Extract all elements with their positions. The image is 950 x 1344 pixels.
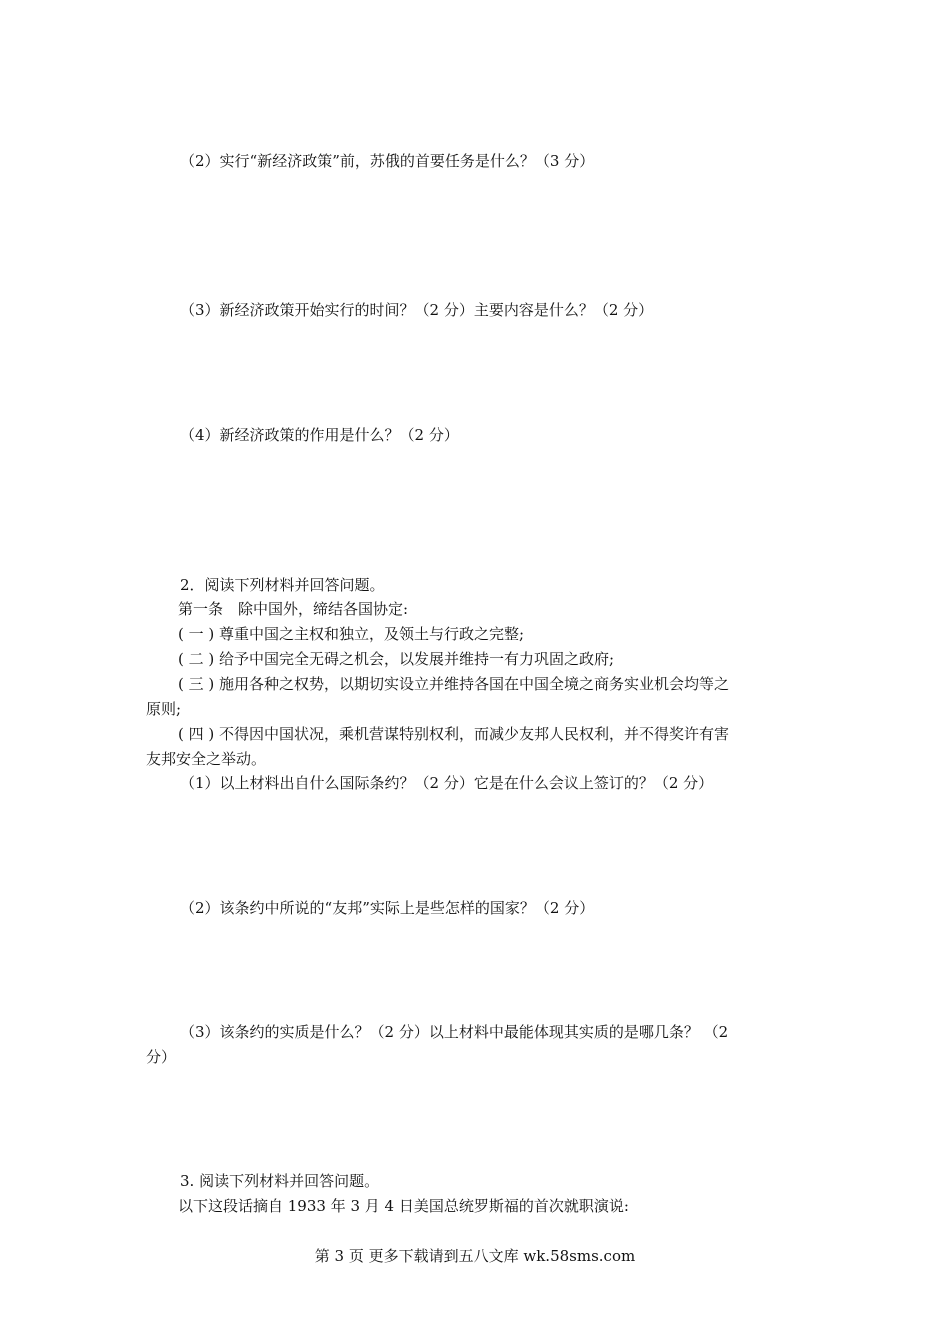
question-1-4: （4）新经济政策的作用是什么？（2 分） bbox=[180, 426, 459, 444]
material-line: ( 三 ) 施用各种之权势，以期切实设立并维持各国在中国全境之商务实业机会均等之 bbox=[178, 675, 730, 693]
question-2-title: 2．阅读下列材料并回答问题。 bbox=[180, 576, 385, 594]
question-2-2: （2）该条约中所说的“友邦”实际上是些怎样的国家？（2 分） bbox=[180, 899, 595, 917]
material-line: 原则; bbox=[146, 700, 182, 718]
material-line: 友邦安全之举动。 bbox=[146, 750, 267, 768]
question-3-title: 3. 阅读下列材料并回答问题。 bbox=[180, 1172, 380, 1190]
page-footer: 第 3 页 更多下载请到五八文库 wk.58sms.com bbox=[314, 1247, 636, 1265]
question-2-3-wrap: 分） bbox=[146, 1048, 177, 1066]
material-line: 以下这段话摘自 1933 年 3 月 4 日美国总统罗斯福的首次就职演说: bbox=[178, 1197, 629, 1215]
material-line: ( 四 ) 不得因中国状况，乘机营谋特别权利，而减少友邦人民权利，并不得奖许有害 bbox=[178, 725, 730, 743]
material-line: 第一条 除中国外，缔结各国协定: bbox=[178, 600, 409, 618]
question-1-3: （3）新经济政策开始实行的时间？（2 分）主要内容是什么？（2 分） bbox=[180, 301, 654, 319]
material-line: ( 二 ) 给予中国完全无碍之机会，以发展并维持一有力巩固之政府; bbox=[178, 650, 615, 668]
material-line: ( 一 ) 尊重中国之主权和独立，及领土与行政之完整; bbox=[178, 625, 525, 643]
question-1-2: （2）实行“新经济政策”前，苏俄的首要任务是什么？（3 分） bbox=[180, 152, 595, 170]
question-2-3: （3）该条约的实质是什么？（2 分）以上材料中最能体现其实质的是哪几条？ （2 bbox=[180, 1023, 729, 1041]
question-2-1: （1）以上材料出自什么国际条约？（2 分）它是在什么会议上签订的？（2 分） bbox=[180, 774, 714, 792]
